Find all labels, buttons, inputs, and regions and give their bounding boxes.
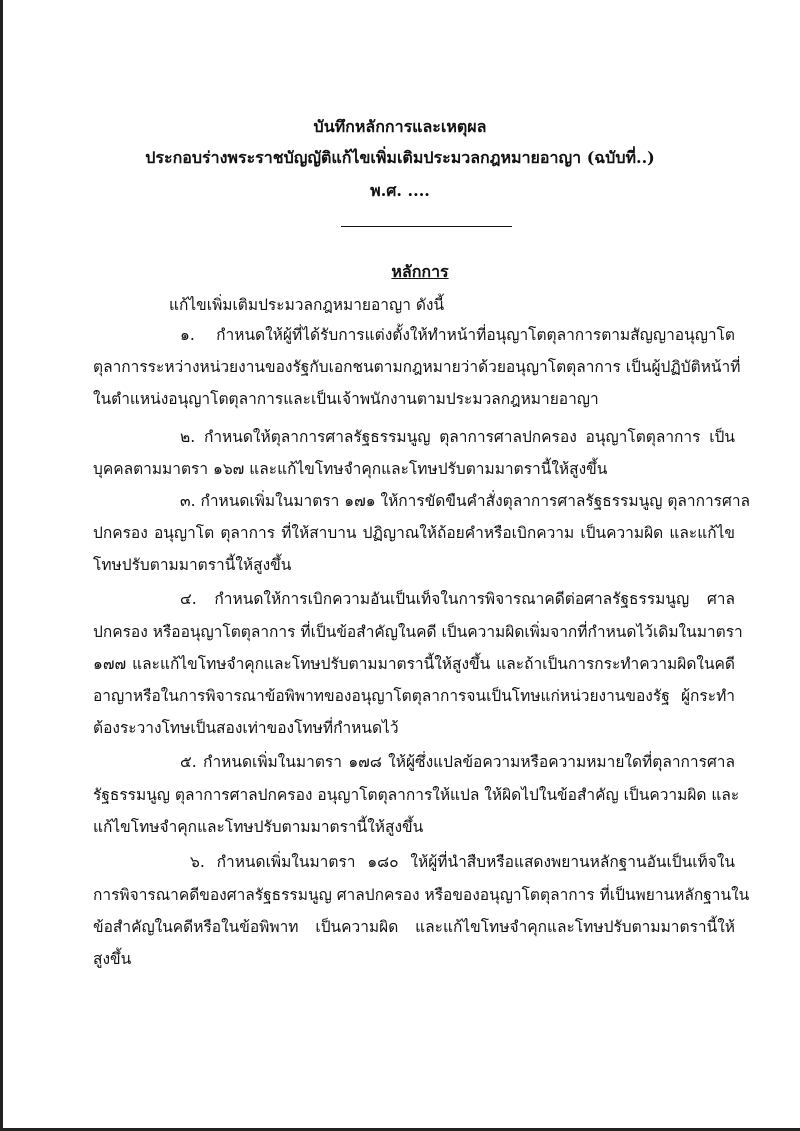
item-1-line-1: ๑. กำหนดให้ผู้ที่ได้รับการแต่งตั้งให้ทำหน้าที่อนุญาโตตุลาการตามสัญญาอนุญาโต (180, 326, 735, 344)
scan-edge-left (0, 0, 3, 1131)
item-6-line-2: การพิจารณาคดีของศาลรัฐธรรมนูญ ศาลปกครอง หรือของอนุญาโตตุลาการ ที่เป็นพยานหลักฐานใน (93, 886, 750, 904)
item-5-line-3: แก้ไขโทษจำคุกและโทษปรับตามมาตรานี้ให้สูงขึ้น (93, 818, 424, 836)
item-4-line-2: ปกครอง หรืออนุญาโตตุลาการ ที่เป็นข้อสำคัญในคดี เป็นความผิดเพิ่มจากที่กำหนดไว้เดิมในมาตรา (93, 623, 743, 641)
title-divider (341, 226, 512, 227)
intro-text: แก้ไขเพิ่มเติมประมวลกฎหมายอาญา ดังนี้ (169, 296, 445, 314)
item-2-line-2: บุคคลตามมาตรา ๑๖๗ และแก้ไขโทษจำคุกและโทษปรับตามมาตรานี้ให้สูงขึ้น (93, 460, 608, 478)
item-3-line-3: โทษปรับตามมาตรานี้ให้สูงขึ้น (93, 556, 292, 574)
item-5-line-1: ๕. กำหนดเพิ่มในมาตรา ๑๗๘ ให้ผู้ซึ่งแปลข้อความหรือความหมายใดที่ตุลาการศาล (180, 753, 735, 771)
item-6-line-4: สูงขึ้น (93, 950, 132, 968)
item-4-line-4: อาญาหรือในการพิจารณาข้อพิพาทของอนุญาโตตุลาการจนเป็นโทษแก่หน่วยงานของรัฐ ผู้กระทำ (93, 687, 735, 705)
document-subtitle: ประกอบร่างพระราชบัญญัติแก้ไขเพิ่มเติมประมวลกฎหมายอาญา (ฉบับที่..) (145, 148, 655, 167)
item-3-line-2: ปกครอง อนุญาโต ตุลาการ ที่ให้สาบาน ปฏิญาณให้ถ้อยคำหรือเบิกความ เป็นความผิด และแก้ไข (93, 524, 735, 542)
item-5-line-2: รัฐธรรมนูญ ตุลาการศาลปกครอง อนุญาโตตุลาการให้แปล ให้ผิดไปในข้อสำคัญ เป็นความผิด และ (93, 786, 740, 804)
item-6-line-1: ๖. กำหนดเพิ่มในมาตรา ๑๘๐ ให้ผู้ที่นำสืบหรือแสดงพยานหลักฐานอันเป็นเท็จใน (190, 853, 735, 871)
item-4-line-1: ๔. กำหนดให้การเบิกความอันเป็นเท็จในการพิจารณาคดีต่อศาลรัฐธรรมนูญ ศาล (180, 590, 735, 608)
document-year: พ.ศ. .... (370, 181, 430, 200)
item-1-line-2: ตุลาการระหว่างหน่วยงานของรัฐกับเอกชนตามกฎหมายว่าด้วยอนุญาโตตุลาการ เป็นผู้ปฏิบัติหน้าที่ (93, 358, 741, 376)
item-1-line-3: ในตำแหน่งอนุญาโตตุลาการและเป็นเจ้าพนักงานตามประมวลกฎหมายอาญา (93, 390, 599, 408)
item-4-line-3: ๑๗๗ และแก้ไขโทษจำคุกและโทษปรับตามมาตรานี้ให้สูงขึ้น และถ้าเป็นการกระทำความผิดในคดี (93, 655, 735, 673)
item-6-line-3: ข้อสำคัญในคดีหรือในข้อพิพาท เป็นความผิด และแก้ไขโทษจำคุกและโทษปรับตามมาตรานี้ให้ (93, 918, 735, 936)
item-3-line-1: ๓. กำหนดเพิ่มในมาตรา ๑๗๑ ให้การขัดขืนคำสั่งตุลาการศาลรัฐธรรมนูญ ตุลาการศาล (180, 492, 751, 510)
item-4-line-5: ต้องระวางโทษเป็นสองเท่าของโทษที่กำหนดไว้ (93, 719, 399, 737)
section-title-principles: หลักการ (391, 262, 449, 281)
item-2-line-1: ๒. กำหนดให้ตุลาการศาลรัฐธรรมนูญ ตุลาการศาลปกครอง อนุญาโตตุลาการ เป็น (180, 428, 735, 446)
document-title: บันทึกหลักการและเหตุผล (313, 117, 487, 136)
